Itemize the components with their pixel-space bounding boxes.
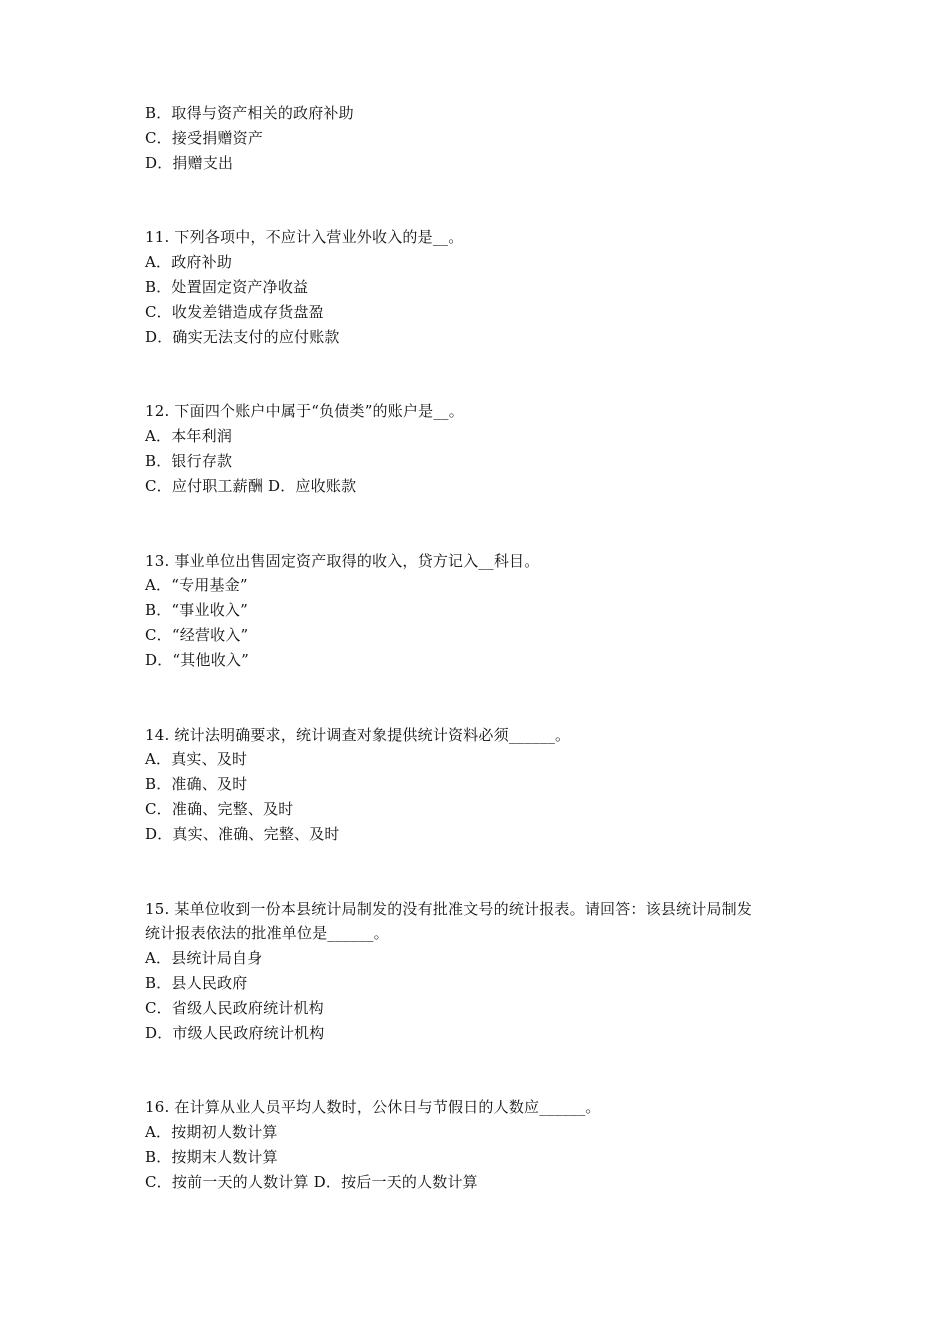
option-d: D．“其他收入”	[145, 650, 249, 669]
option-b: B．取得与资产相关的政府补助	[145, 104, 354, 122]
option-c: C．准确、完整、及时	[145, 799, 294, 818]
option-a: A．真实、及时	[145, 750, 248, 769]
option-c: C．省级人民政府统计机构	[145, 998, 324, 1017]
option-a: A．本年利润	[145, 427, 233, 446]
option-d: D．确实无法支付的应付账款	[145, 327, 340, 346]
option-d: D．市级人民政府统计机构	[145, 1023, 325, 1042]
question-block-11	[145, 225, 825, 349]
question-list	[145, 101, 825, 1195]
question-block-15	[145, 897, 825, 1046]
option-b: B．准确、及时	[145, 775, 248, 794]
option-a: A．“专用基金”	[145, 576, 248, 595]
question-stem: 15. 某单位收到一份本县统计局制发的没有批准文号的统计报表。请回答：该县统计局制发	[145, 899, 753, 918]
option-d: D．捐赠支出	[145, 153, 234, 172]
question-stem-continued: 统计报表依法的批准单位是______。	[145, 924, 389, 943]
option-b: B．按期末人数计算	[145, 1147, 278, 1166]
option-a: A．县统计局自身	[145, 949, 263, 968]
option-b: B．“事业收入”	[145, 601, 248, 620]
option-b: B．处置固定资产净收益	[145, 277, 309, 296]
question-block-12	[145, 399, 825, 498]
question-block-13	[145, 549, 825, 673]
question-block-16	[145, 1095, 825, 1194]
option-b: B．银行存款	[145, 451, 233, 470]
option-c: C．收发差错造成存货盘盈	[145, 302, 324, 321]
question-stem: 11. 下列各项中，不应计入营业外收入的是__。	[145, 228, 464, 247]
option-c: C．接受捐赠资产	[145, 128, 264, 147]
question-stem: 12. 下面四个账户中属于“负债类”的账户是__。	[145, 402, 464, 421]
option-c-d: C．按前一天的人数计算 D．按后一天的人数计算	[145, 1172, 478, 1191]
option-c-d: C．应付职工薪酬 D．应收账款	[145, 476, 357, 495]
question-stem: 13. 事业单位出售固定资产取得的收入，贷方记入__科目。	[145, 551, 540, 570]
option-a: A．政府补助	[145, 253, 233, 272]
option-a: A．按期初人数计算	[145, 1123, 278, 1142]
option-c: C．“经营收入”	[145, 625, 249, 644]
question-block-continued	[145, 101, 825, 175]
option-d: D．真实、准确、完整、及时	[145, 824, 340, 843]
question-block-14	[145, 723, 825, 847]
question-stem: 16. 在计算从业人员平均人数时，公休日与节假日的人数应______。	[145, 1098, 601, 1117]
option-b: B．县人民政府	[145, 973, 248, 992]
question-stem: 14. 统计法明确要求，统计调查对象提供统计资料必须______。	[145, 725, 571, 744]
